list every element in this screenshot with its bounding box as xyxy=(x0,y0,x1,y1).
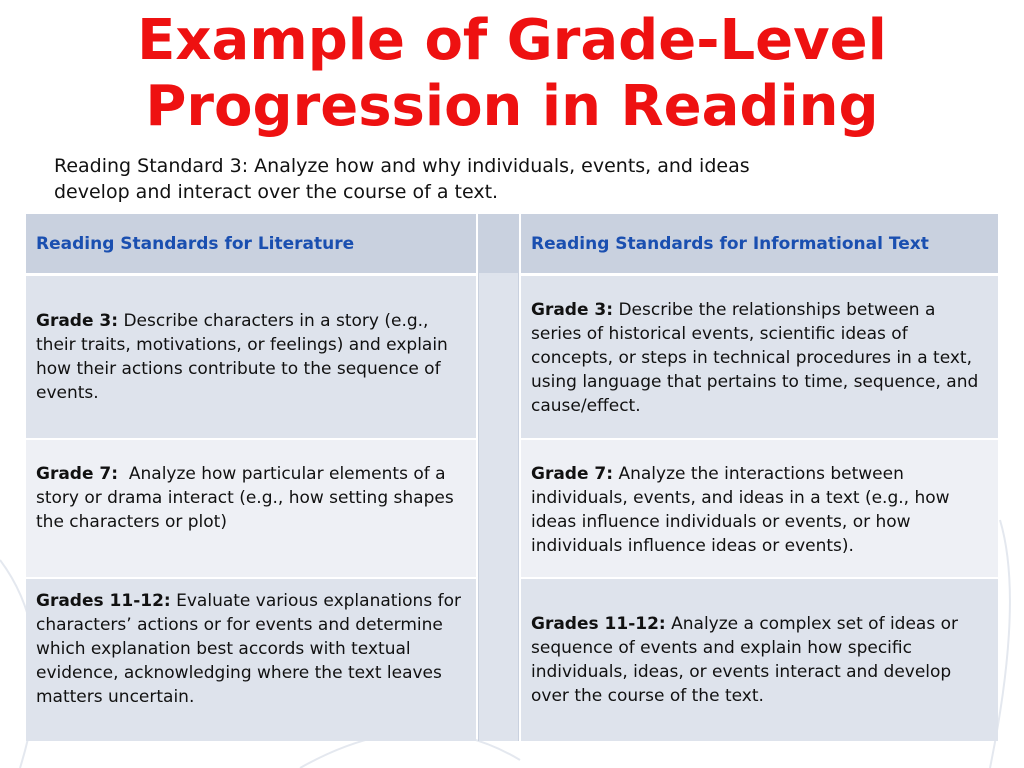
standard-text: Analyze how particular elements of a story or drama interact (e.g., how setting shapes the characters or plot) xyxy=(36,464,460,532)
title-line-1: Example of Grade-Level xyxy=(137,8,887,73)
standard-text: Evaluate various explanations for characters’ actions or for events and determine which explanation best accords with textual evidence, acknowledging where the text leaves matters uncertain. xyxy=(36,591,461,707)
table-cell-literature-grade-7 xyxy=(26,440,476,577)
slide-title xyxy=(0,8,1024,140)
standard-text: Analyze the interactions between individuals, events, and ideas in a text (e.g., how ideas influence individuals or events, or how individuals influence ideas or events). xyxy=(531,464,950,556)
standard-text: Describe the relationships between a series of historical events, scientific ideas of concepts, or steps in technical procedures in a text, using language that pertains to time, sequence, and cause/effect. xyxy=(531,300,979,416)
standard-text: Analyze a complex set of ideas or sequence of events and explain how specific individuals, ideas, or events interact and develop over the course of the text. xyxy=(531,614,958,706)
grade-label: Grades 11-12: xyxy=(531,614,666,634)
header-informational-label: Reading Standards for Informational Text xyxy=(531,233,929,254)
table-cell-informational-grade-3 xyxy=(521,276,998,438)
table-cell-informational-grades-11-12 xyxy=(521,579,998,741)
table-cell-informational-grade-7 xyxy=(521,440,998,577)
grade-label: Grade 3: xyxy=(36,311,119,331)
column-divider xyxy=(478,214,519,741)
title-line-2: Progression in Reading xyxy=(145,74,879,139)
table-cell-literature-grade-3 xyxy=(26,276,476,438)
column-divider-header xyxy=(478,214,519,273)
standard-line-1: Reading Standard 3: Analyze how and why individuals, events, and ideas xyxy=(54,155,750,177)
header-literature xyxy=(26,214,476,273)
grade-label: Grade 7: xyxy=(36,464,119,484)
grade-label: Grade 7: xyxy=(531,464,614,484)
standard-description xyxy=(54,153,954,205)
header-informational xyxy=(521,214,998,273)
table-cell-literature-grades-11-12 xyxy=(26,579,476,741)
standard-line-2: develop and interact over the course of a text. xyxy=(54,181,499,203)
standard-text: Describe characters in a story (e.g., their traits, motivations, or feelings) and explain how their actions contribute to the sequence of events. xyxy=(36,311,448,403)
grade-label: Grades 11-12: xyxy=(36,591,171,611)
grade-label: Grade 3: xyxy=(531,300,614,320)
header-literature-label: Reading Standards for Literature xyxy=(36,233,355,254)
